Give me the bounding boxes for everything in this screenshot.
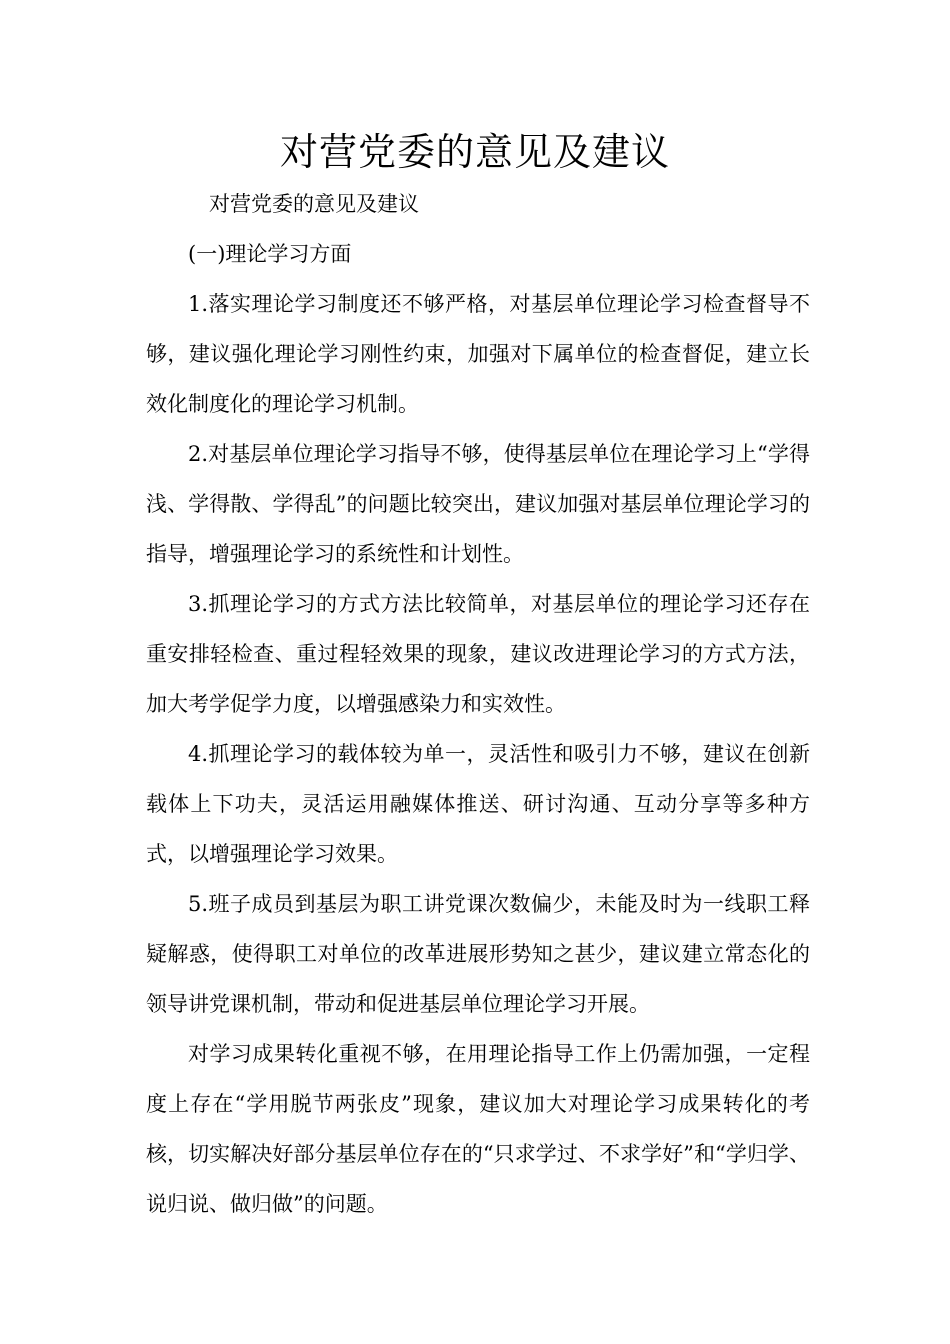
paragraph-3: 3.抓理论学习的方式方法比较简单，对基层单位的理论学习还存在重安排轻检查、重过程轻效果的现象，建议改进理论学习的方式方法，加大考学促学力度，以增强感染力和实效性。 (146, 592, 810, 716)
document-subtitle: 对营党委的意见及建议 (209, 192, 419, 216)
paragraph-6: 对学习成果转化重视不够，在用理论指导工作上仍需加强，一定程度上存在“学用脱节两张皮”现象，建议加大对理论学习成果转化的考核，切实解决好部分基层单位存在的“只求学过、不求学好”和“学归学、说归说、做归做”的问题。 (146, 1042, 810, 1216)
paragraph-2: 2.对基层单位理论学习指导不够，使得基层单位在理论学习上“学得浅、学得散、学得乱”的问题比较突出，建议加强对基层单位理论学习的指导，增强理论学习的系统性和计划性。 (146, 442, 810, 566)
document-title: 对营党委的意见及建议 (279, 130, 670, 174)
section-heading: (一)理论学习方面 (188, 242, 352, 266)
paragraph-1: 1.落实理论学习制度还不够严格，对基层单位理论学习检查督导不够，建议强化理论学习刚性约束，加强对下属单位的检查督促，建立长效化制度化的理论学习机制。 (146, 292, 810, 416)
paragraph-5: 5.班子成员到基层为职工讲党课次数偏少，未能及时为一线职工释疑解惑，使得职工对单位的改革进展形势知之甚少，建议建立常态化的领导讲党课机制，带动和促进基层单位理论学习开展。 (146, 892, 810, 1016)
document-body (146, 179, 810, 1229)
paragraph-4: 4.抓理论学习的载体较为单一，灵活性和吸引力不够，建议在创新载体上下功夫，灵活运用融媒体推送、研讨沟通、互动分享等多种方式，以增强理论学习效果。 (146, 742, 810, 866)
